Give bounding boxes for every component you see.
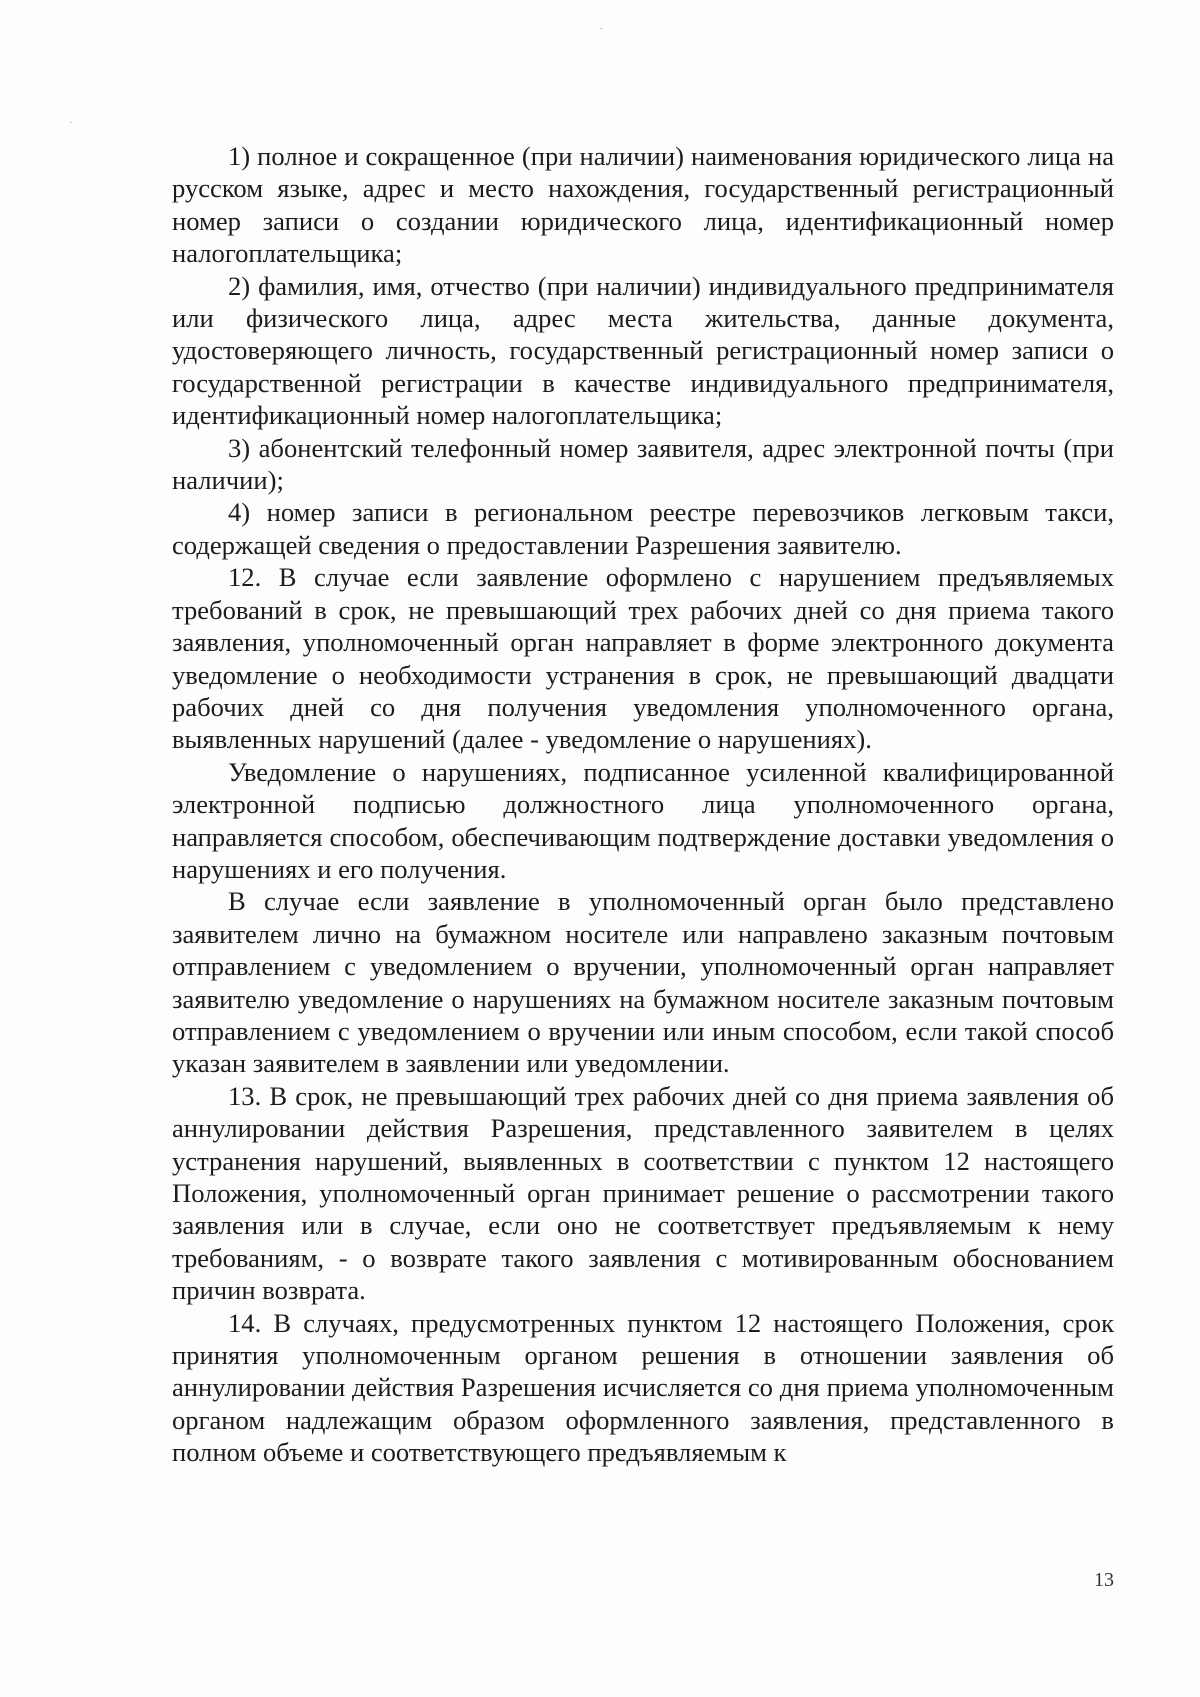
paragraph-paper-delivery: В случае если заявление в уполномоченный орган было представлено заявителем лично на бумажном носителе или направлено заказным почтовым отправлением с уведомлением о вручении, уполномоченный орган направляет заявителю уведомление о нарушениях на бумажном носителе заказным почтовым отправлением с уведомлением о вручении или иным способом, если такой способ указан заявителем в заявлении или уведомлении. (172, 886, 1114, 1079)
paragraph-clause-12: 12. В случае если заявление оформлено с нарушением предъявляемых требований в срок, не превышающий трех рабочих дней со дня приема такого заявления, уполномоченный орган направляет в форме электронного документа уведомление о необходимости устранения в срок, не превышающий двадцати рабочих дней со дня получения уведомления уполномоченного органа, выявленных нарушений (далее - уведомление о нарушениях). (172, 562, 1114, 755)
scan-speck (70, 122, 72, 123)
paragraph-notice-signature: Уведомление о нарушениях, подписанное усиленной квалифицированной электронной подписью должностного лица уполномоченного органа, направляется способом, обеспечивающим подтверждение доставки уведомления о нарушениях и его получения. (172, 756, 1114, 884)
paragraph-clause-13: 13. В срок, не превышающий трех рабочих дней со дня приема заявления об аннулировании действия Разрешения, представленного заявителем в целях устранения нарушений, выявленных в соответствии с пунктом 12 настоящего Положения, уполномоченный орган принимает решение о рассмотрении такого заявления или в случае, если оно не соответствует предъявляемым к нему требованиям, - о возврате такого заявления с мотивированным обоснованием причин возврата. (172, 1080, 1114, 1306)
paragraph-item-4: 4) номер записи в региональном реестре перевозчиков легковым такси, содержащей сведения о предоставлении Разрешения заявителю. (172, 497, 1114, 560)
page-number: 13 (1094, 1569, 1114, 1591)
document-body (172, 140, 1114, 1469)
paragraph-item-1: 1) полное и сокращенное (при наличии) наименования юридического лица на русском языке, адрес и место нахождения, государственный регистрационный номер записи о создании юридического лица, идентификационный номер налогоплательщика; (172, 141, 1114, 269)
paragraph-item-3: 3) абонентский телефонный номер заявителя, адрес электронной почты (при наличии); (172, 432, 1114, 496)
paragraph-item-2: 2) фамилия, имя, отчество (при наличии) индивидуального предпринимателя или физического лица, адрес места жительства, данные документа, удостоверяющего личность, государственный регистрационный номер записи о государственной регистрации в качестве индивидуального предпринимателя, идентификационный номер налогоплательщика; (172, 270, 1114, 431)
paragraph-clause-14: 14. В случаях, предусмотренных пунктом 12 настоящего Положения, срок принятия уполномоченным органом решения в отношении заявления об аннулировании действия Разрешения исчисляется со дня приема уполномоченным органом надлежащим образом оформленного заявления, представленного в полном объеме и соответствующего предъявляемым к (172, 1307, 1114, 1468)
scan-speck (600, 28, 602, 29)
